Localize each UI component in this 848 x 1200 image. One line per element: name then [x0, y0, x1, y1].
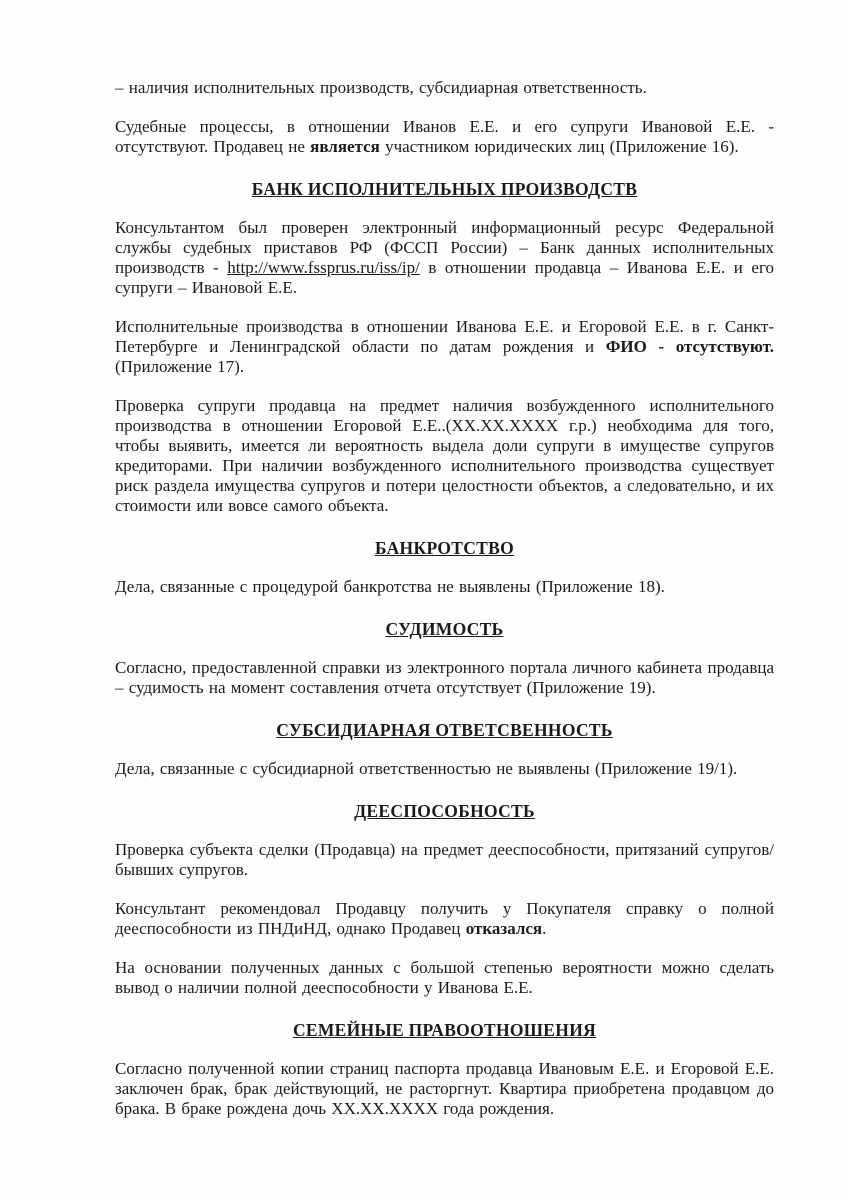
paragraph-criminal-record-result: Согласно, предоставленной справки из электронного портала личного кабинета продавца – судимость на момент составления отчета отсутствует (Приложение 19). [115, 658, 774, 697]
section-heading-bank-enforcement: БАНК ИСПОЛНИТЕЛЬНЫХ ПРОИЗВОДСТВ [251, 179, 638, 199]
paragraph-intro-tail: – наличия исполнительных производств, субсидиарная ответственность. [115, 78, 647, 97]
section-heading-family-relations: СЕМЕЙНЫЕ ПРАВООТНОШЕНИЯ [292, 1020, 597, 1040]
paragraph-spouse-check: Проверка супруги продавца на предмет наличия возбужденного исполнительного производства в отношении Егоровой Е.Е..(ХХ.ХХ.ХХХХ г.р.) необходима для того, чтобы выявить, имеется ли вероятность выдела доли супруги в имуществе супругов кредиторами. При наличии возбужденного исполнительного производства существует риск раздела имущества супругов и потери целостности объектов, а следовательно, и их стоимости или вовсе самого объекта. [115, 396, 774, 515]
paragraph-fssp-resource [115, 218, 774, 298]
paragraph-capacity-conclusion: На основании полученных данных с большой степенью вероятности можно сделать вывод о наличии полной дееспособности у Иванова Е.Е. [115, 958, 774, 997]
paragraph-family-relations: Согласно полученной копии страниц паспорта продавца Ивановым Е.Е. и Егоровой Е.Е. заключен брак, брак действующий, не расторгнут. Квартира приобретена продавцом до брака. В браке рождена дочь ХХ.ХХ.ХХХХ года рождения. [115, 1059, 774, 1118]
paragraph-enforcement-absent [115, 317, 774, 377]
paragraph-bankruptcy-result: Дела, связанные с процедурой банкротства не выявлены (Приложение 18). [115, 577, 665, 596]
paragraph-court-cases [115, 117, 774, 157]
text-run: Исполнительные производства в отношении Иванова Е.Е. и Егоровой Е.Е. в г. Санкт-Петербурге и Ленинградской области по датам рождения и [115, 317, 774, 356]
fssp-link[interactable]: http://www.fssprus.ru/iss/ip/ [227, 258, 420, 277]
text-run: в отношении продавца – Иванова Е.Е. и его супруги – Ивановой Е.Е. [115, 258, 774, 297]
text-run: Консультант рекомендовал Продавцу получить у Покупателя справку о полной дееспособности из ПНДиНД, однако Продавец [115, 899, 774, 938]
section-heading-criminal-record: СУДИМОСТЬ [385, 619, 504, 639]
text-run: участником юридических лиц (Приложение 16). [379, 137, 739, 156]
text-run: . [542, 919, 547, 938]
text-run: (Приложение 17). [115, 357, 245, 376]
section-heading-subsidiary-liability: СУБСИДИАРНАЯ ОТВЕТСВЕННОСТЬ [276, 720, 613, 740]
paragraph-subsidiary-result: Дела, связанные с субсидиарной ответственностью не выявлены (Приложение 19/1). [115, 759, 738, 778]
text-run-bold: ФИО - отсутствуют. [605, 337, 774, 356]
text-run-bold: отказался [465, 919, 543, 938]
paragraph-capacity-check: Проверка субъекта сделки (Продавца) на предмет дееспособности, притязаний супругов/бывших супругов. [115, 840, 774, 879]
section-heading-legal-capacity: ДЕЕСПОСОБНОСТЬ [354, 801, 535, 821]
paragraph-capacity-recommendation [115, 899, 774, 939]
section-heading-bankruptcy: БАНКРОТСТВО [374, 538, 515, 558]
text-run: Судебные процессы, в отношении Иванов Е.Е. и его супруги Ивановой Е.Е. - отсутствуют. Продавец не [115, 117, 774, 156]
text-run: Консультантом был проверен электронный информационный ресурс Федеральной службы судебных приставов РФ (ФССП России) – Банк данных исполнительных производств - [115, 218, 774, 277]
text-run-bold: является [310, 137, 380, 156]
